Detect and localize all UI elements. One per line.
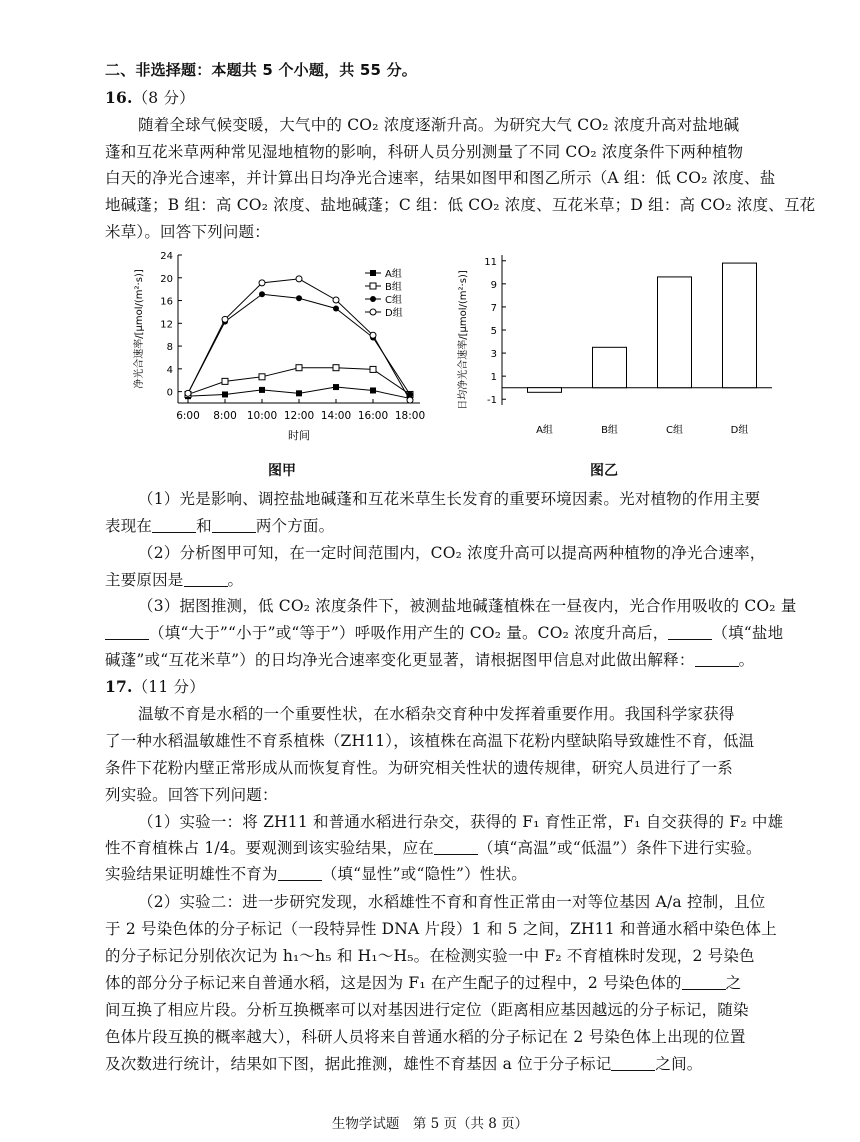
answer-blank[interactable] [668, 623, 712, 640]
q16-p3-line: 碱蓬”或“互花米草”）的日均净光合速率变化更显著，请根据图甲信息对此做出解释： 。 [105, 651, 755, 669]
data-point [370, 366, 376, 372]
y-tick-label: 5 [490, 326, 497, 337]
q16-p2-line: 主要原因是 。 [105, 571, 244, 589]
section-heading: 二、非选择题：本题共 5 个小题，共 55 分。 [105, 61, 418, 79]
data-point [333, 365, 339, 371]
y-tick-label: 1 [490, 372, 497, 384]
q16-intro-line: 白天的净光合速率，并计算出日均净光合速率，结果如图甲和图乙所示（A 组：低 CO₂ 浓度、盐 [105, 169, 776, 187]
y-tick-label: 8 [166, 342, 173, 354]
x-tick-label: 6:00 [176, 410, 200, 422]
bar-chart-fig-b [452, 245, 782, 445]
q16-intro-line: 随着全球气候变暖，大气中的 CO₂ 浓度逐渐升高。为研究大气 CO₂ 浓度升高对盐地碱 [138, 116, 740, 134]
data-point [296, 276, 302, 282]
answer-blank[interactable] [278, 864, 322, 881]
q17-intro-line: 了一种水稻温敏雄性不育系植株（ZH11），该植株在高温下花粉内壁缺陷导致雄性不育，低温 [105, 732, 755, 750]
answer-blank[interactable] [152, 516, 196, 533]
page-footer: 生物学试题 第 5 页（共 8 页） [331, 1116, 529, 1132]
data-point [222, 378, 228, 384]
x-tick-label: D组 [730, 425, 749, 436]
x-tick-label: 10:00 [246, 410, 278, 422]
data-point [333, 297, 339, 303]
y-tick-label: 20 [160, 273, 173, 285]
data-point [296, 390, 302, 396]
legend-marker [370, 283, 376, 289]
q17-p1-line: 实验结果证明雄性不育为 （填“显性”或“隐性”）性状。 [105, 865, 527, 883]
data-point [222, 316, 228, 322]
q17-p1-line: 性不育植株占 1/4。要观测到该实验结果，应在 （填“高温”或“低温”）条件下进行实验。 [105, 839, 762, 857]
x-tick-label: 8:00 [213, 410, 237, 422]
q17-intro-line: 列实验。回答下列问题： [105, 786, 278, 804]
y-axis-label: 净光合速率/[μmol/(m²·s)] [134, 269, 145, 389]
y-tick-label: 16 [160, 296, 173, 308]
q17-p2-line: 的分子标记分别依次记为 h₁～h₅ 和 H₁～H₅。在检测实验一中 F₂ 不育植株时发现，2 号染色 [105, 947, 755, 965]
y-tick-label: 0 [166, 387, 173, 399]
x-tick-label: A组 [536, 425, 553, 436]
q16-p3-line: （填“大于”“小于”或“等于”）呼吸作用产生的 CO₂ 量。CO₂ 浓度升高后， （填“盐地 [105, 621, 798, 645]
data-point [333, 306, 339, 312]
q17-intro-line: 条件下花粉内壁正常形成从而恢复育性。为研究相关性状的遗传规律，研究人员进行了一系 [105, 759, 734, 777]
y-tick-label: 4 [166, 364, 173, 376]
x-tick-label: 16:00 [357, 410, 389, 422]
answer-blank[interactable] [212, 516, 256, 533]
q17-p1-line: （1）实验一：将 ZH11 和普通水稻进行杂交，获得的 F₁ 育性正常，F₁ 自交获得的 F₂ 中雄 [138, 813, 784, 831]
data-point [259, 291, 265, 297]
legend-label: C组 [385, 295, 402, 306]
data-point [370, 387, 376, 393]
q16-p2-line: （2）分析图甲可知，在一定时间范围内，CO₂ 浓度升高可以提高两种植物的净光合速率， [138, 544, 766, 562]
legend-label: B组 [385, 282, 402, 293]
q16-p1-line: 表现在 和 两个方面。 [105, 517, 335, 535]
q17-p2-line: 色体片段互换的概率越大），科研人员将来自普通水稻的分子标记在 2 号染色体上出现的位置 [105, 1028, 746, 1046]
answer-blank[interactable] [434, 838, 478, 855]
data-point [296, 365, 302, 371]
answer-blank[interactable] [695, 650, 739, 667]
data-point [370, 332, 376, 338]
q16-header [105, 86, 798, 110]
x-tick-label: C组 [666, 425, 683, 436]
q17-number: 17. [105, 677, 133, 696]
data-point [259, 387, 265, 393]
bar [723, 263, 757, 388]
y-tick-label: 11 [484, 256, 497, 268]
q16-intro-line: 地碱蓬；B 组：高 CO₂ 浓度、盐地碱蓬；C 组：低 CO₂ 浓度、互花米草；D 组：高 CO₂ 浓度、互花 [105, 196, 816, 214]
legend-marker [370, 309, 376, 315]
x-tick-label: 18:00 [394, 410, 426, 422]
q16-intro-line: 蓬和互花米草两种常见湿地植物的影响，科研人员分别测量了不同 CO₂ 浓度条件下两种植物 [105, 143, 744, 161]
series-line [188, 294, 410, 394]
x-tick-label: B组 [601, 425, 618, 436]
data-point [296, 295, 302, 301]
fig-a-caption: 图甲 [268, 463, 296, 479]
y-tick-label: -1 [487, 395, 497, 407]
q16-p1-line: （1）光是影响、调控盐地碱蓬和互花米草生长发育的重要环境因素。光对植物的作用主要 [138, 490, 761, 508]
bar [658, 277, 692, 388]
q17-intro-line: 温敏不育是水稻的一个重要性状，在水稻杂交育种中发挥着重要作用。我国科学家获得 [138, 705, 735, 723]
q17-score: （11 分） [132, 678, 205, 696]
q16-number: 16. [105, 88, 133, 107]
fig-b-caption: 图乙 [590, 463, 618, 479]
legend-label: A组 [385, 269, 402, 280]
bar [593, 347, 627, 387]
q17-p2-line: 及次数进行统计，结果如下图，据此推测，雄性不育基因 a 位于分子标记 之间。 [105, 1055, 703, 1073]
line-chart-fig-a [120, 245, 440, 455]
data-point [185, 390, 191, 396]
y-tick-label: 9 [490, 279, 497, 291]
y-tick-label: 3 [490, 349, 497, 361]
y-tick-label: 7 [490, 302, 497, 314]
q17-p2-line: 于 2 号染色体的分子标记（一段特异性 DNA 片段）1 和 5 之间，ZH11 和普通水稻中染色体上 [105, 920, 777, 938]
y-tick-label: 24 [160, 251, 173, 262]
legend-marker [370, 296, 376, 302]
x-tick-label: 14:00 [320, 410, 352, 422]
q16-score: （8 分） [132, 89, 195, 107]
legend-label: D组 [385, 308, 403, 319]
legend-marker [370, 270, 376, 276]
data-point [407, 397, 413, 403]
bar [528, 388, 562, 393]
q17-header [105, 675, 798, 699]
data-point [259, 280, 265, 286]
y-tick-label: 12 [160, 319, 173, 331]
data-point [222, 391, 228, 397]
answer-blank[interactable] [611, 1054, 655, 1071]
q17-p2-line: 间互换了相应片段。分析互换概率可以对基因进行定位（距离相应基因越远的分子标记，随染 [105, 1001, 749, 1019]
data-point [333, 384, 339, 390]
data-point [259, 374, 265, 380]
answer-blank[interactable] [184, 570, 228, 587]
y-axis-label: 日均净光合速率/[μmol/(m²·s)] [458, 270, 469, 410]
x-tick-label: 12:00 [283, 410, 315, 422]
q16-intro-line: 米草）。回答下列问题： [105, 223, 270, 241]
q17-p2-line: 体的部分分子标记来自普通水稻，这是因为 F₁ 在产生配子的过程中，2 号染色体的 之 [105, 974, 742, 992]
q17-p2-line: （2）实验二：进一步研究发现，水稻雄性不育和育性正常由一对等位基因 A/a 控制，且位 [138, 893, 766, 911]
x-axis-label: 时间 [288, 429, 310, 442]
answer-blank[interactable] [682, 973, 726, 990]
answer-blank[interactable] [105, 623, 149, 640]
q16-p3-line: （3）据图推测，低 CO₂ 浓度条件下，被测盐地碱蓬植株在一昼夜内，光合作用吸收的 CO₂ 量 [138, 597, 797, 615]
